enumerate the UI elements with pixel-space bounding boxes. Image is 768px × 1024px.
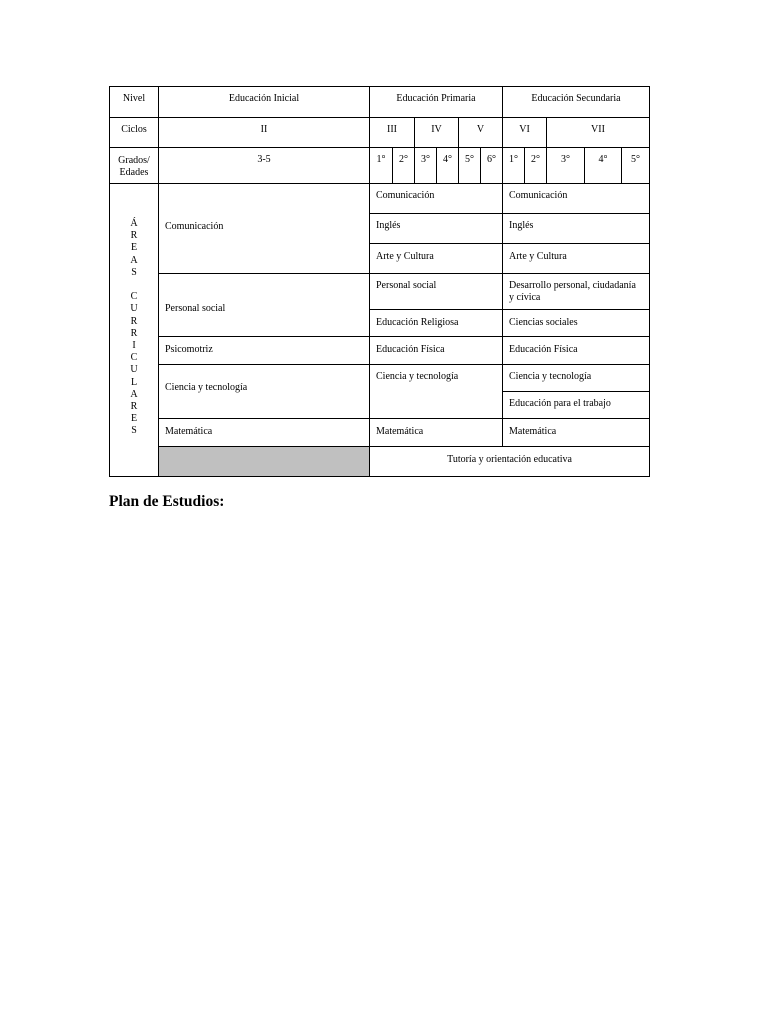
grid-line bbox=[158, 446, 649, 447]
inicial-personal-social: Personal social bbox=[165, 303, 226, 314]
areas-letter: C bbox=[130, 352, 138, 364]
ciclo-iv: IV bbox=[431, 124, 442, 135]
primaria-comunicacion: Comunicación bbox=[376, 190, 435, 201]
grados-label-line1: Grados/ bbox=[118, 155, 150, 166]
primaria-personal-social: Personal social bbox=[376, 280, 437, 291]
primaria-educacion-fisica: Educación Física bbox=[376, 344, 445, 355]
areas-curriculares-label bbox=[110, 218, 158, 438]
plan-de-estudios-heading: Plan de Estudios: bbox=[109, 493, 225, 510]
grado-primaria-1: 1° bbox=[376, 154, 386, 165]
ciclo-vi: VI bbox=[519, 124, 530, 135]
ciclo-inicial: II bbox=[260, 124, 268, 135]
areas-letter: R bbox=[130, 327, 138, 339]
grid-line bbox=[110, 147, 649, 148]
secundaria-educacion-trabajo: Educación para el trabajo bbox=[509, 398, 611, 409]
areas-letter: U bbox=[130, 303, 138, 315]
grado-secundaria-3: 3° bbox=[561, 154, 570, 165]
primaria-arte-cultura: Arte y Cultura bbox=[376, 251, 434, 262]
grado-secundaria-4: 4° bbox=[598, 154, 608, 165]
grid-line bbox=[502, 391, 649, 392]
primaria-matematica: Matemática bbox=[376, 426, 424, 437]
primaria-educacion-religiosa: Educación Religiosa bbox=[376, 317, 459, 328]
areas-letter: R bbox=[130, 401, 138, 413]
grado-primaria-3: 3° bbox=[421, 154, 430, 165]
areas-letter: A bbox=[130, 388, 138, 400]
tutoria-orientacion: Tutoría y orientación educativa bbox=[447, 454, 572, 465]
secundaria-desarrollo-line2: y cívica bbox=[509, 292, 541, 303]
empty-gray-cell bbox=[159, 447, 369, 476]
grado-primaria-2: 2° bbox=[399, 154, 408, 165]
areas-letter: I bbox=[132, 340, 136, 352]
areas-letter: S bbox=[131, 425, 137, 437]
grid-line bbox=[369, 213, 649, 214]
secundaria-educacion-fisica: Educación Física bbox=[509, 344, 578, 355]
areas-letter-gap bbox=[110, 279, 158, 291]
grado-secundaria-5: 5° bbox=[631, 154, 640, 165]
secundaria-ingles: Inglés bbox=[509, 220, 534, 231]
ciclo-vii: VII bbox=[591, 124, 605, 135]
grado-secundaria-1: 1° bbox=[509, 154, 518, 165]
secundaria-desarrollo-personal bbox=[503, 280, 649, 304]
ciclo-iii: III bbox=[387, 124, 397, 135]
header-educacion-primaria: Educación Primaria bbox=[396, 93, 476, 104]
header-educacion-inicial: Educación Inicial bbox=[228, 93, 300, 104]
inicial-ciencia-tecnologia: Ciencia y tecnología bbox=[165, 382, 248, 393]
grados-label bbox=[110, 155, 158, 181]
grid-line bbox=[158, 273, 649, 274]
grado-inicial: 3-5 bbox=[257, 154, 271, 165]
grid-line bbox=[369, 243, 649, 244]
inicial-comunicacion: Comunicación bbox=[165, 221, 224, 232]
areas-letter: C bbox=[130, 291, 138, 303]
secundaria-comunicacion: Comunicación bbox=[509, 190, 568, 201]
areas-letter: L bbox=[130, 376, 138, 388]
curriculum-table bbox=[109, 86, 650, 477]
secundaria-ciencias-sociales: Ciencias sociales bbox=[509, 317, 578, 328]
ciclos-label: Ciclos bbox=[121, 124, 147, 135]
grado-primaria-4: 4° bbox=[443, 154, 452, 165]
grid-line bbox=[369, 309, 649, 310]
secundaria-arte-cultura: Arte y Cultura bbox=[509, 251, 567, 262]
areas-letter: R bbox=[130, 230, 138, 242]
areas-letter: U bbox=[130, 364, 138, 376]
inicial-psicomotriz: Psicomotriz bbox=[165, 344, 213, 355]
grado-primaria-6: 6° bbox=[487, 154, 496, 165]
grid-line bbox=[110, 183, 649, 184]
secundaria-desarrollo-line1: Desarrollo personal, ciudadanía bbox=[509, 280, 636, 291]
grado-primaria-5: 5° bbox=[465, 154, 474, 165]
areas-letter: Á bbox=[130, 218, 138, 229]
areas-letter: S bbox=[131, 266, 137, 278]
grid-line bbox=[158, 336, 649, 337]
areas-letter: E bbox=[130, 413, 138, 425]
areas-letter: A bbox=[130, 254, 138, 266]
grados-label-line2: Edades bbox=[119, 167, 149, 178]
ciclo-v: V bbox=[476, 124, 485, 135]
grid-line bbox=[158, 364, 649, 365]
areas-letter: R bbox=[130, 315, 138, 327]
secundaria-ciencia-tecnologia: Ciencia y tecnología bbox=[509, 371, 592, 382]
secundaria-matematica: Matemática bbox=[509, 426, 557, 437]
grado-secundaria-2: 2° bbox=[531, 154, 540, 165]
inicial-matematica: Matemática bbox=[165, 426, 213, 437]
primaria-ingles: Inglés bbox=[376, 220, 401, 231]
header-nivel: Nivel bbox=[122, 93, 146, 104]
header-educacion-secundaria: Educación Secundaria bbox=[531, 93, 621, 104]
grid-line bbox=[158, 418, 649, 419]
areas-letter: E bbox=[130, 242, 138, 254]
primaria-ciencia-tecnologia: Ciencia y tecnología bbox=[376, 371, 459, 382]
